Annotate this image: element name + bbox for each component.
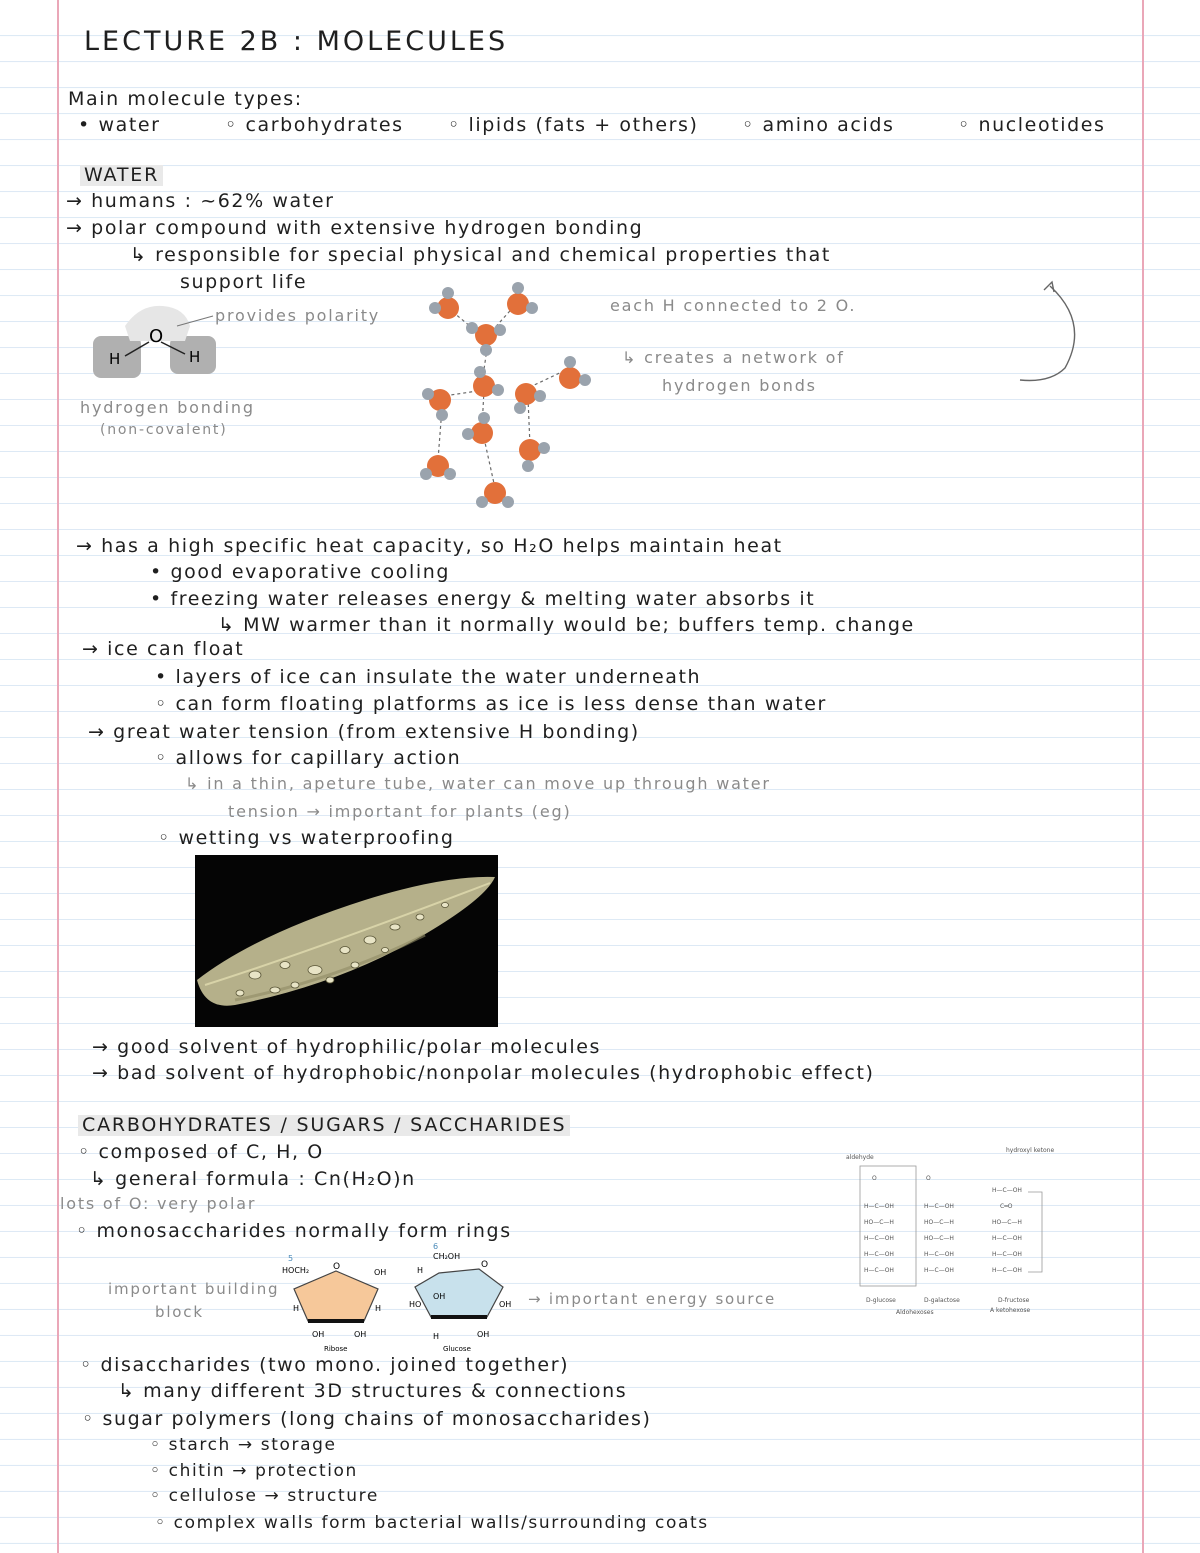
- ribose-oh-top: OH: [374, 1268, 387, 1277]
- chitin: ◦ chitin → protection: [150, 1461, 358, 1481]
- carbs-formula: ↳ general formula : Cn(H₂O)n: [90, 1168, 416, 1190]
- ice-insulate: • layers of ice can insulate the water underneath: [155, 666, 702, 688]
- fructose-c1: H—C—OH: [992, 1187, 1022, 1194]
- hydroxyl-ketone-label: hydroxyl ketone: [1006, 1147, 1055, 1154]
- hydrogen-atom-right: H: [189, 348, 201, 366]
- glucose-c2: H—C—OH: [864, 1203, 894, 1210]
- glucose-h-bottom: H: [433, 1332, 440, 1341]
- evaporative-cooling: • good evaporative cooling: [150, 561, 451, 583]
- leaf-waterproofing-photo: [195, 855, 498, 1027]
- aldohexoses-label: Aldohexoses: [896, 1309, 934, 1316]
- fructose-c2: C═O: [1000, 1203, 1013, 1210]
- right-margin-line: [1142, 0, 1144, 1553]
- type-carbohydrates: ◦ carbohydrates: [225, 114, 404, 136]
- heat-capacity: → has a high specific heat capacity, so H₂O helps maintain heat: [76, 535, 783, 557]
- plants-note: tension → important for plants (eg): [228, 802, 572, 821]
- capillary-tube-note: ↳ in a thin, apeture tube, water can move up through water: [185, 774, 771, 793]
- carbohydrates-heading: CARBOHYDRATES / SUGARS / SACCHARIDES: [78, 1115, 570, 1136]
- type-water: • water: [78, 114, 161, 136]
- ketone-bracket: [1028, 1192, 1042, 1272]
- glucose-h-top: H: [417, 1266, 424, 1275]
- buffers-temp: ↳ MW warmer than it normally would be; buffers temp. change: [218, 614, 915, 636]
- hydrogen-bond-network-image: [420, 278, 600, 518]
- glucose-oh-right: OH: [499, 1300, 512, 1309]
- type-lipids: ◦ lipids (fats + others): [448, 114, 699, 136]
- glucose-oh-bottom: OH: [477, 1330, 490, 1339]
- galactose-c5: H—C—OH: [924, 1251, 954, 1258]
- glucose-c6: H—C—OH: [864, 1267, 894, 1274]
- monosaccharides: ◦ monosaccharides normally form rings: [76, 1220, 512, 1242]
- galactose-c3: HO—C—H: [924, 1219, 954, 1226]
- type-nucleotides: ◦ nucleotides: [958, 114, 1106, 136]
- network-note-3: hydrogen bonds: [662, 376, 817, 395]
- polarity-note: provides polarity: [215, 306, 381, 325]
- network-note-2: ↳ creates a network of: [622, 348, 845, 367]
- fructose-c4: H—C—OH: [992, 1235, 1022, 1242]
- ribose-ring-diagram: [278, 1255, 398, 1355]
- glucose-carbon-6: 6: [433, 1243, 439, 1251]
- energy-source-note: → important energy source: [528, 1290, 777, 1308]
- galactose-c6: H—C—OH: [924, 1267, 954, 1274]
- ice-float: → ice can float: [82, 638, 245, 660]
- glucose-oxygen: O: [481, 1260, 489, 1270]
- page-title: LECTURE 2B : MOLECULES: [84, 26, 509, 57]
- ribose-hoch2: HOCH₂: [282, 1266, 310, 1275]
- fructose-c6: H—C—OH: [992, 1267, 1022, 1274]
- fructose-c3: HO—C—H: [992, 1219, 1022, 1226]
- glucose-ring: [415, 1269, 503, 1317]
- ribose-oh-bottom-right: OH: [354, 1330, 367, 1339]
- bad-solvent: → bad solvent of hydrophobic/nonpolar molecules (hydrophobic effect): [92, 1062, 875, 1084]
- ice-platforms: ◦ can form floating platforms as ice is less dense than water: [155, 693, 827, 715]
- cellulose: ◦ cellulose → structure: [150, 1486, 379, 1506]
- glucose-ch2oh: CH₂OH: [433, 1252, 461, 1261]
- disaccharides-structures: ↳ many different 3D structures & connections: [118, 1380, 628, 1402]
- fructose-c5: H—C—OH: [992, 1251, 1022, 1258]
- glucose-c1: O: [872, 1175, 877, 1182]
- wetting-waterproofing: ◦ wetting vs waterproofing: [158, 827, 455, 849]
- ribose-h-left: H: [293, 1304, 300, 1313]
- left-margin-line: [57, 0, 59, 1553]
- glucose-ho: HO: [409, 1300, 422, 1309]
- glucose-ring-diagram: [403, 1243, 523, 1355]
- ketohexose-label: A ketohexose: [990, 1307, 1031, 1314]
- hydrogen-bonding-note: hydrogen bonding: [80, 398, 255, 417]
- galactose-c4: HO—C—H: [924, 1235, 954, 1242]
- dgalactose-label: D-galactose: [924, 1297, 960, 1304]
- oxygen-atom: O: [149, 326, 164, 347]
- freezing-water: • freezing water releases energy & melting water absorbs it: [150, 588, 816, 610]
- starch: ◦ starch → storage: [150, 1435, 337, 1455]
- glucose-c4: H—C—OH: [864, 1235, 894, 1242]
- sugar-polymers: ◦ sugar polymers (long chains of monosaccharides): [82, 1408, 652, 1430]
- type-amino-acids: ◦ amino acids: [742, 114, 895, 136]
- ribose-label: Ribose: [324, 1345, 348, 1353]
- ribose-carbon-5: 5: [288, 1255, 294, 1263]
- disaccharides: ◦ disaccharides (two mono. joined together): [80, 1354, 570, 1376]
- network-arrow: [1010, 278, 1085, 388]
- dglucose-label: D-glucose: [866, 1297, 896, 1304]
- water-humans: → humans : ~62% water: [66, 190, 335, 212]
- aldehyde-label: aldehyde: [846, 1154, 874, 1161]
- ribose-ring: [294, 1271, 378, 1321]
- carbs-composed: ◦ composed of C, H, O: [78, 1141, 324, 1163]
- water-polar: → polar compound with extensive hydrogen bonding: [66, 217, 644, 239]
- water-support-life: support life: [180, 271, 308, 293]
- network-note-1: each H connected to 2 O.: [610, 296, 857, 315]
- galactose-c1: O: [926, 1175, 931, 1182]
- building-block-note-1: important building: [108, 1280, 280, 1298]
- fischer-projections-diagram: [842, 1142, 1072, 1320]
- glucose-label: Glucose: [443, 1345, 471, 1353]
- water-responsible: ↳ responsible for special physical and chemical properties that: [130, 244, 831, 266]
- ribose-oxygen: O: [333, 1262, 341, 1272]
- glucose-c5: H—C—OH: [864, 1251, 894, 1258]
- non-covalent-note: (non-covalent): [100, 422, 228, 438]
- water-heading: WATER: [80, 165, 163, 186]
- ribose-h-right: H: [375, 1304, 382, 1313]
- galactose-c2: H—C—OH: [924, 1203, 954, 1210]
- water-tension: → great water tension (from extensive H bonding): [88, 721, 640, 743]
- complex-walls: ◦ complex walls form bacterial walls/surrounding coats: [155, 1513, 709, 1533]
- molecule-types-heading: Main molecule types:: [68, 88, 303, 110]
- ribose-oh-bottom-left: OH: [312, 1330, 325, 1339]
- capillary-action: ◦ allows for capillary action: [155, 747, 462, 769]
- carbs-polar-note: lots of O: very polar: [60, 1194, 257, 1213]
- glucose-c3: HO—C—H: [864, 1219, 894, 1226]
- hydrogen-atom-left: H: [109, 350, 121, 368]
- glucose-oh-inner: OH: [433, 1292, 446, 1301]
- dfructose-label: D-fructose: [998, 1297, 1030, 1304]
- good-solvent: → good solvent of hydrophilic/polar molecules: [92, 1036, 602, 1058]
- building-block-note-2: block: [155, 1303, 204, 1321]
